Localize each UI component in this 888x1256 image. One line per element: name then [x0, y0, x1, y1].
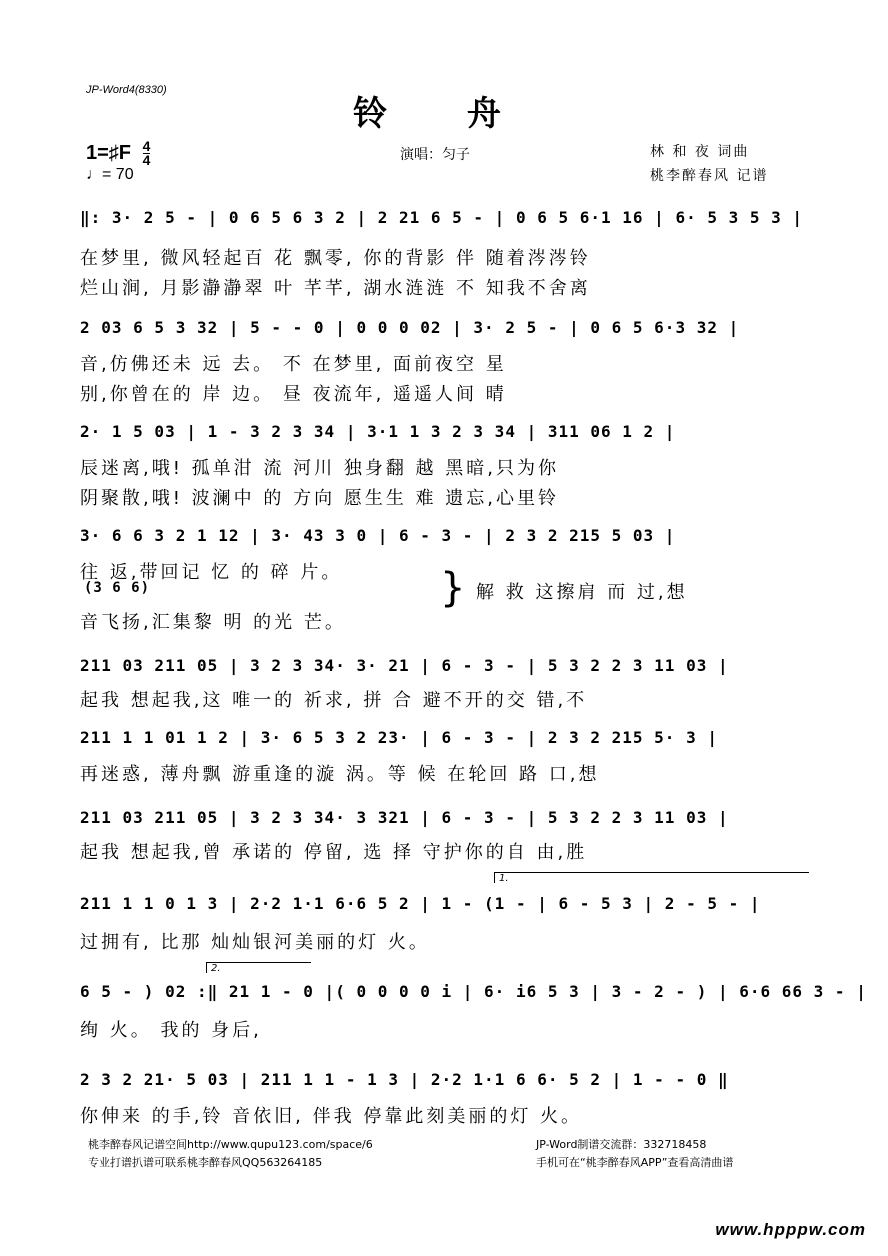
lyric-row-6: 再迷惑, 薄舟飘 游重逢的漩 涡。等 候 在轮回 路 口,想 — [80, 764, 600, 785]
notation-row-8: 211 1 1 0 1 3 | 2·2 1·1 6·6 5 2 | 1 - (1 - | 6 - 5 3 | 2 - 5 - | — [80, 894, 761, 913]
footer-left — [88, 1136, 373, 1172]
lyric-row-9: 绚 火。 我的 身后, — [80, 1020, 262, 1041]
footer-space-link[interactable]: 桃李醉春风记谱空间http://www.qupu123.com/space/6 — [88, 1138, 373, 1151]
footer-right — [536, 1136, 733, 1172]
notation-row-5: 211 03 211 05 | 3 2 3 34· 3· 21 | 6 - 3 - | 5 3 2 2 3 11 03 | — [80, 656, 729, 675]
lyric-row-8: 过拥有, 比那 灿灿银河美丽的灯 火。 — [80, 932, 430, 953]
lyric-row-2-verse-1: 音,仿佛还未 远 去。 不 在梦里, 面前夜空 星 — [80, 354, 507, 375]
lyric-row-3-verse-1: 辰迷离,哦! 孤单泔 流 河川 独身翻 越 黑暗,只为你 — [80, 458, 559, 479]
volta-2: 2. — [206, 962, 311, 973]
notation-row-1: ‖: 3· 2 5 - | 0 6 5 6 3 2 | 2 21 6 5 - | 0 6 5 6·1 16 | 6· 5 3 5 3 | — [80, 208, 804, 227]
lyric-row-3-verse-2: 阴聚散,哦! 波澜中 的 方向 愿生生 难 遗忘,心里铃 — [80, 488, 559, 509]
lyric-row-1-verse-1: 在梦里, 微风轻起百 花 飘零, 你的背影 伴 随着涔涔铃 — [80, 248, 591, 269]
footer-contact: 专业打谱扒谱可联系桃李醉春风QQ563264185 — [88, 1156, 323, 1169]
lyric-row-4-verse-1: 往 返,带回记 忆 的 碎 片。 — [80, 562, 343, 583]
key-signature — [86, 140, 150, 167]
notation-row-9: 6 5 - ) 02 :‖ 21 1 - 0 |( 0 0 0 0 i | 6· i6 5 3 | 3 - 2 - ) | 6·6 66 3 - | — [80, 982, 867, 1001]
tempo-marking: ♩= 70 — [86, 166, 134, 183]
key-label: 1=♯F — [86, 141, 132, 164]
lyric-row-2-verse-2: 别,你曾在的 岸 边。 昼 夜流年, 遥遥人间 晴 — [80, 384, 507, 405]
notation-row-7: 211 03 211 05 | 3 2 3 34· 3 321 | 6 - 3 - | 5 3 2 2 3 11 03 | — [80, 808, 729, 827]
notation-row-4: 3· 6 6 3 2 1 12 | 3· 43 3 0 | 6 - 3 - | 2 3 2 215 5 03 | — [80, 526, 676, 545]
lyric-row-5: 起我 想起我,这 唯一的 祈求, 拼 合 避不开的交 错,不 — [80, 690, 588, 711]
verse-bracket: } — [440, 565, 466, 611]
notation-row-6: 211 1 1 01 1 2 | 3· 6 5 3 2 23· | 6 - 3 - | 2 3 2 215 5· 3 | — [80, 728, 718, 747]
alternate-notes: (3 6 6) — [84, 580, 151, 596]
footer-group: JP-Word制谱交流群：332718458 — [536, 1138, 707, 1151]
lyric-row-4-side: 解 救 这擦肩 而 过,想 — [476, 582, 688, 603]
lyric-row-10: 你伸来 的手,铃 音依旧, 伴我 停靠此刻美丽的灯 火。 — [80, 1106, 583, 1127]
software-label: JP-Word4(8330) — [86, 84, 167, 96]
time-signature — [143, 140, 151, 167]
website-watermark: www.hpppw.com — [715, 1220, 866, 1239]
volta-1: 1. — [494, 872, 809, 883]
song-title: 铃 舟 — [353, 94, 535, 134]
singer-credit: 演唱：匀子 — [400, 147, 470, 163]
credits — [650, 140, 768, 188]
lyric-row-7: 起我 想起我,曾 承诺的 停留, 选 择 守护你的自 由,胜 — [80, 842, 588, 863]
notation-row-10: 2 3 2 21· 5 03 | 211 1 1 - 1 3 | 2·2 1·1 6 6· 5 2 | 1 - - 0 ‖ — [80, 1070, 729, 1089]
time-numerator: 4 — [142, 138, 151, 154]
time-denominator: 4 — [142, 152, 151, 168]
lyric-row-1-verse-2: 烂山涧, 月影瀞瀞翠 叶 芊芊, 湖水涟涟 不 知我不舍离 — [80, 278, 591, 299]
notation-row-2: 2 03 6 5 3 32 | 5 - - 0 | 0 0 0 02 | 3· 2 5 - | 0 6 5 6·3 32 | — [80, 318, 740, 337]
notation-row-3: 2· 1 5 03 | 1 - 3 2 3 34 | 3·1 1 3 2 3 34 | 311 06 1 2 | — [80, 422, 676, 441]
footer-app-note: 手机可在“桃李醉春风APP”查看高清曲谱 — [536, 1156, 734, 1169]
lyricist-credit: 林 和 夜 词曲 — [650, 144, 750, 160]
lyric-row-4-verse-2: 音飞扬,汇集黎 明 的光 芒。 — [80, 612, 346, 633]
transcriber-credit: 桃李醉春风 记谱 — [650, 168, 769, 184]
